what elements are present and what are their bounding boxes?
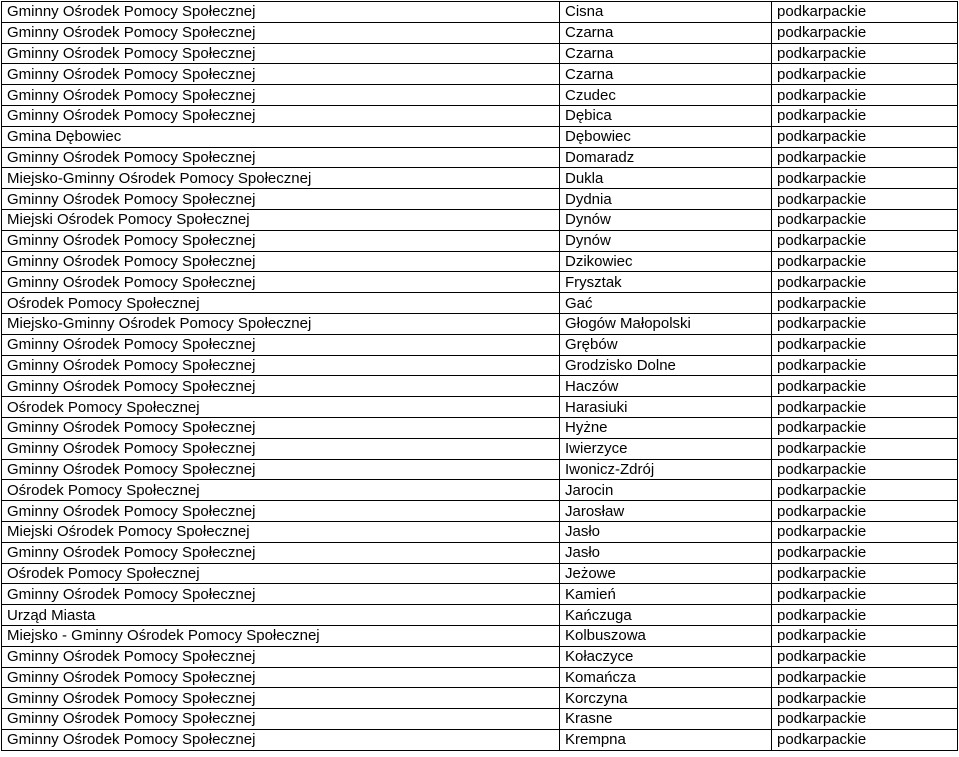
municipality-cell: Dębica: [560, 105, 772, 126]
institution-name-cell: Gminny Ośrodek Pomocy Społecznej: [2, 501, 560, 522]
table-row: [2, 417, 958, 438]
institution-name-cell: Gminny Ośrodek Pomocy Społecznej: [2, 584, 560, 605]
voivodeship-cell: podkarpackie: [772, 85, 958, 106]
municipality-cell: Iwierzyce: [560, 438, 772, 459]
voivodeship-cell: podkarpackie: [772, 251, 958, 272]
voivodeship-cell: podkarpackie: [772, 2, 958, 23]
institution-name-cell: Gminny Ośrodek Pomocy Społecznej: [2, 709, 560, 730]
table-row: [2, 272, 958, 293]
municipality-cell: Jasło: [560, 521, 772, 542]
municipality-cell: Dukla: [560, 168, 772, 189]
voivodeship-cell: podkarpackie: [772, 521, 958, 542]
table-row: [2, 605, 958, 626]
table-row: [2, 521, 958, 542]
voivodeship-cell: podkarpackie: [772, 397, 958, 418]
table-row: [2, 729, 958, 750]
voivodeship-cell: podkarpackie: [772, 43, 958, 64]
table-body: [2, 2, 958, 751]
voivodeship-cell: podkarpackie: [772, 709, 958, 730]
voivodeship-cell: podkarpackie: [772, 189, 958, 210]
table-row: [2, 313, 958, 334]
institution-name-cell: Miejsko-Gminny Ośrodek Pomocy Społecznej: [2, 313, 560, 334]
voivodeship-cell: podkarpackie: [772, 729, 958, 750]
table-row: [2, 334, 958, 355]
municipality-cell: Dynów: [560, 209, 772, 230]
municipality-cell: Krasne: [560, 709, 772, 730]
municipality-cell: Kamień: [560, 584, 772, 605]
municipality-cell: Czudec: [560, 85, 772, 106]
table-row: [2, 646, 958, 667]
municipality-cell: Czarna: [560, 64, 772, 85]
table-row: [2, 709, 958, 730]
municipality-cell: Jarocin: [560, 480, 772, 501]
table-row: [2, 43, 958, 64]
table-row: [2, 105, 958, 126]
institution-name-cell: Gminny Ośrodek Pomocy Społecznej: [2, 355, 560, 376]
table-row: [2, 667, 958, 688]
institution-name-cell: Gminny Ośrodek Pomocy Społecznej: [2, 272, 560, 293]
institution-name-cell: Gminny Ośrodek Pomocy Społecznej: [2, 147, 560, 168]
table-row: [2, 563, 958, 584]
table-row: [2, 376, 958, 397]
municipality-cell: Jeżowe: [560, 563, 772, 584]
table-row: [2, 355, 958, 376]
voivodeship-cell: podkarpackie: [772, 147, 958, 168]
voivodeship-cell: podkarpackie: [772, 293, 958, 314]
municipality-cell: Głogów Małopolski: [560, 313, 772, 334]
municipality-cell: Frysztak: [560, 272, 772, 293]
municipality-cell: Krempna: [560, 729, 772, 750]
institution-name-cell: Gminny Ośrodek Pomocy Społecznej: [2, 230, 560, 251]
table-row: [2, 438, 958, 459]
voivodeship-cell: podkarpackie: [772, 209, 958, 230]
institution-name-cell: Gminny Ośrodek Pomocy Społecznej: [2, 22, 560, 43]
voivodeship-cell: podkarpackie: [772, 584, 958, 605]
table-row: [2, 459, 958, 480]
municipality-cell: Korczyna: [560, 688, 772, 709]
table-row: [2, 147, 958, 168]
institution-name-cell: Gminny Ośrodek Pomocy Społecznej: [2, 729, 560, 750]
institution-name-cell: Gminny Ośrodek Pomocy Społecznej: [2, 64, 560, 85]
table-row: [2, 501, 958, 522]
voivodeship-cell: podkarpackie: [772, 605, 958, 626]
table-row: [2, 230, 958, 251]
table-row: [2, 293, 958, 314]
municipality-cell: Jarosław: [560, 501, 772, 522]
institution-name-cell: Gminny Ośrodek Pomocy Społecznej: [2, 438, 560, 459]
municipality-cell: Harasiuki: [560, 397, 772, 418]
institution-name-cell: Gminny Ośrodek Pomocy Społecznej: [2, 85, 560, 106]
voivodeship-cell: podkarpackie: [772, 438, 958, 459]
table-row: [2, 209, 958, 230]
institution-name-cell: Ośrodek Pomocy Społecznej: [2, 397, 560, 418]
municipality-cell: Komańcza: [560, 667, 772, 688]
municipality-cell: Gać: [560, 293, 772, 314]
table-row: [2, 625, 958, 646]
institution-name-cell: Gminny Ośrodek Pomocy Społecznej: [2, 334, 560, 355]
voivodeship-cell: podkarpackie: [772, 459, 958, 480]
municipality-cell: Dzikowiec: [560, 251, 772, 272]
municipality-cell: Czarna: [560, 22, 772, 43]
municipality-cell: Dydnia: [560, 189, 772, 210]
voivodeship-cell: podkarpackie: [772, 625, 958, 646]
municipality-cell: Iwonicz-Zdrój: [560, 459, 772, 480]
institution-name-cell: Miejski Ośrodek Pomocy Społecznej: [2, 209, 560, 230]
institution-name-cell: Gminny Ośrodek Pomocy Społecznej: [2, 646, 560, 667]
voivodeship-cell: podkarpackie: [772, 646, 958, 667]
municipality-cell: Cisna: [560, 2, 772, 23]
voivodeship-cell: podkarpackie: [772, 22, 958, 43]
institution-name-cell: Ośrodek Pomocy Społecznej: [2, 480, 560, 501]
table-row: [2, 688, 958, 709]
voivodeship-cell: podkarpackie: [772, 563, 958, 584]
institution-name-cell: Gmina Dębowiec: [2, 126, 560, 147]
table-row: [2, 251, 958, 272]
municipality-cell: Czarna: [560, 43, 772, 64]
table-row: [2, 480, 958, 501]
voivodeship-cell: podkarpackie: [772, 501, 958, 522]
voivodeship-cell: podkarpackie: [772, 230, 958, 251]
institution-name-cell: Gminny Ośrodek Pomocy Społecznej: [2, 667, 560, 688]
institution-name-cell: Gminny Ośrodek Pomocy Społecznej: [2, 251, 560, 272]
voivodeship-cell: podkarpackie: [772, 542, 958, 563]
institution-name-cell: Urząd Miasta: [2, 605, 560, 626]
institution-name-cell: Miejsko - Gminny Ośrodek Pomocy Społecznej: [2, 625, 560, 646]
institution-name-cell: Gminny Ośrodek Pomocy Społecznej: [2, 688, 560, 709]
voivodeship-cell: podkarpackie: [772, 688, 958, 709]
municipality-cell: Dynów: [560, 230, 772, 251]
institution-name-cell: Miejsko-Gminny Ośrodek Pomocy Społecznej: [2, 168, 560, 189]
table-row: [2, 584, 958, 605]
voivodeship-cell: podkarpackie: [772, 272, 958, 293]
institution-name-cell: Gminny Ośrodek Pomocy Społecznej: [2, 459, 560, 480]
document-page: [1, 1, 958, 751]
voivodeship-cell: podkarpackie: [772, 334, 958, 355]
voivodeship-cell: podkarpackie: [772, 313, 958, 334]
municipality-cell: Jasło: [560, 542, 772, 563]
table-row: [2, 22, 958, 43]
institution-name-cell: Gminny Ośrodek Pomocy Społecznej: [2, 105, 560, 126]
institution-name-cell: Gminny Ośrodek Pomocy Społecznej: [2, 43, 560, 64]
institution-name-cell: Ośrodek Pomocy Społecznej: [2, 563, 560, 584]
institution-name-cell: Gminny Ośrodek Pomocy Społecznej: [2, 2, 560, 23]
table-row: [2, 126, 958, 147]
voivodeship-cell: podkarpackie: [772, 417, 958, 438]
institution-name-cell: Ośrodek Pomocy Społecznej: [2, 293, 560, 314]
municipality-cell: Grębów: [560, 334, 772, 355]
voivodeship-cell: podkarpackie: [772, 376, 958, 397]
institutions-table: [1, 1, 958, 751]
table-row: [2, 64, 958, 85]
municipality-cell: Kołaczyce: [560, 646, 772, 667]
municipality-cell: Haczów: [560, 376, 772, 397]
institution-name-cell: Gminny Ośrodek Pomocy Społecznej: [2, 189, 560, 210]
voivodeship-cell: podkarpackie: [772, 667, 958, 688]
voivodeship-cell: podkarpackie: [772, 105, 958, 126]
table-row: [2, 397, 958, 418]
table-row: [2, 189, 958, 210]
municipality-cell: Dębowiec: [560, 126, 772, 147]
voivodeship-cell: podkarpackie: [772, 480, 958, 501]
voivodeship-cell: podkarpackie: [772, 64, 958, 85]
institution-name-cell: Gminny Ośrodek Pomocy Społecznej: [2, 417, 560, 438]
institution-name-cell: Gminny Ośrodek Pomocy Społecznej: [2, 376, 560, 397]
table-row: [2, 2, 958, 23]
municipality-cell: Kańczuga: [560, 605, 772, 626]
municipality-cell: Grodzisko Dolne: [560, 355, 772, 376]
table-row: [2, 85, 958, 106]
institution-name-cell: Miejski Ośrodek Pomocy Społecznej: [2, 521, 560, 542]
municipality-cell: Hyżne: [560, 417, 772, 438]
municipality-cell: Domaradz: [560, 147, 772, 168]
table-row: [2, 168, 958, 189]
voivodeship-cell: podkarpackie: [772, 126, 958, 147]
institution-name-cell: Gminny Ośrodek Pomocy Społecznej: [2, 542, 560, 563]
voivodeship-cell: podkarpackie: [772, 355, 958, 376]
municipality-cell: Kolbuszowa: [560, 625, 772, 646]
table-row: [2, 542, 958, 563]
voivodeship-cell: podkarpackie: [772, 168, 958, 189]
